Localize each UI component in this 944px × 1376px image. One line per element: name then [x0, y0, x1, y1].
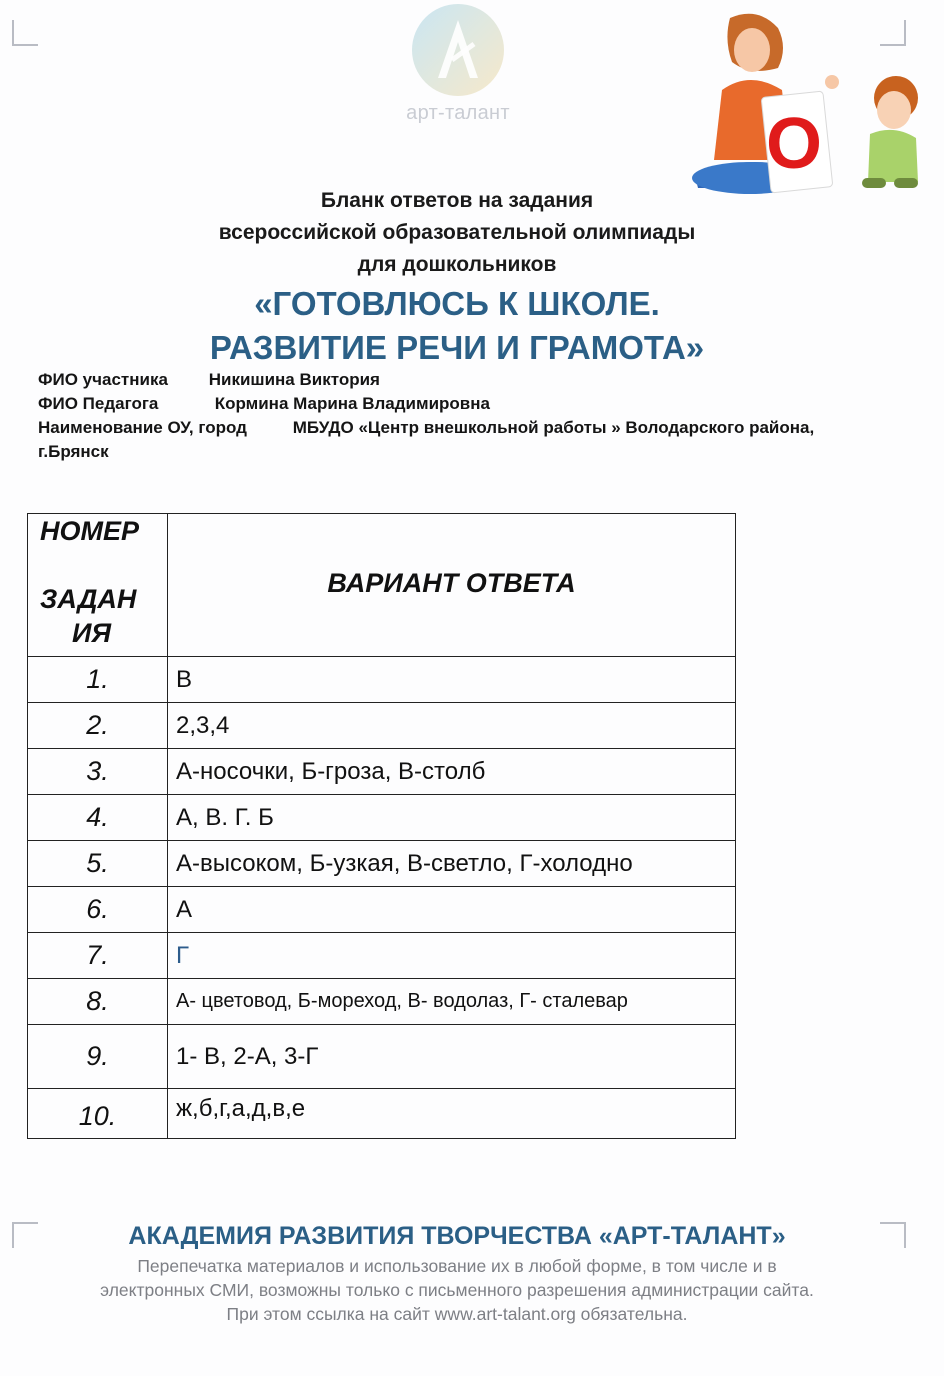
olympiad-title-line-2: РАЗВИТИЕ РЕЧИ И ГРАМОТА» [209, 329, 705, 366]
participant-value: Никишина Виктория [208, 370, 380, 389]
teacher-row [38, 392, 898, 416]
task-answer: В [168, 657, 736, 703]
form-heading [0, 185, 914, 281]
task-number: 4. [28, 795, 168, 841]
task-answer: А [168, 887, 736, 933]
answers-table [27, 513, 736, 1139]
task-number: 9. [28, 1025, 168, 1089]
city-value: г.Брянск [38, 442, 109, 461]
corner-mark-top-left [12, 20, 38, 46]
header-number-line-3: ИЯ [72, 618, 112, 648]
footer-line-3: При этом ссылка на сайт www.art-talant.org обязательна. [226, 1304, 688, 1324]
task-answer: 2,3,4 [168, 703, 736, 749]
task-number: 6. [28, 887, 168, 933]
column-header-task-number [28, 514, 168, 657]
task-number: 3. [28, 749, 168, 795]
task-answer: ж,б,г,а,д,в,е [168, 1089, 736, 1139]
olympiad-title-line-1: «ГОТОВЛЮСЬ К ШКОЛЕ. [254, 285, 660, 322]
city-row [38, 440, 898, 464]
task-number: 2. [28, 703, 168, 749]
table-row [28, 795, 736, 841]
table-row [28, 933, 736, 979]
table-row [28, 887, 736, 933]
school-row [38, 416, 898, 440]
participant-row [38, 368, 898, 392]
school-value: МБУДО «Центр внешкольной работы » Володарского района, [292, 418, 815, 437]
card-letter: О [765, 104, 823, 184]
task-number: 1. [28, 657, 168, 703]
heading-line-3: для дошкольников [357, 253, 557, 276]
footer-line-1: Перепечатка материалов и использование их в любой форме, в том числе и в [137, 1256, 777, 1276]
teacher-value: Кормина Марина Владимировна [214, 394, 490, 413]
logo [400, 0, 516, 140]
teacher-label: ФИО Педагога [38, 394, 159, 413]
table-row [28, 1089, 736, 1139]
header-number-line-2: ЗАДАН [40, 584, 137, 614]
art-talant-logo-icon [408, 0, 508, 100]
task-answer: А-высоком, Б-узкая, В-светло, Г-холодно [168, 841, 736, 887]
task-answer: Г [168, 933, 736, 979]
task-number: 5. [28, 841, 168, 887]
task-number: 7. [28, 933, 168, 979]
footer-title: АКАДЕМИЯ РАЗВИТИЯ ТВОРЧЕСТВА «АРТ-ТАЛАНТ» [128, 1222, 786, 1250]
footer-line-2: электронных СМИ, возможны только с письменного разрешения администрации сайта. [100, 1280, 814, 1300]
task-answer: 1- В, 2-А, 3-Г [168, 1025, 736, 1089]
heading-line-1: Бланк ответов на задания [320, 189, 594, 212]
task-answer: А-носочки, Б-гроза, В-столб [168, 749, 736, 795]
logo-text: арт-талант [406, 102, 510, 124]
table-row [28, 749, 736, 795]
participant-label: ФИО участника [38, 370, 168, 389]
task-answer: А, В. Г. Б [168, 795, 736, 841]
table-row [28, 841, 736, 887]
column-header-answer: ВАРИАНТ ОТВЕТА [168, 514, 736, 657]
footer-copyright-notice [0, 1254, 914, 1326]
table-row [28, 1025, 736, 1089]
table-row [28, 979, 736, 1025]
header-number-line-1: НОМЕР [40, 516, 140, 546]
teacher-and-child-illustration [690, 10, 920, 200]
table-row [28, 657, 736, 703]
table-row [28, 703, 736, 749]
heading-line-2: всероссийской образовательной олимпиады [218, 221, 696, 244]
task-number: 8. [28, 979, 168, 1025]
table-header-row [28, 514, 736, 657]
task-number: 10. [28, 1089, 168, 1139]
school-label: Наименование ОУ, город [38, 418, 247, 437]
task-answer: А- цветовод, Б-мореход, В- водолаз, Г- сталевар [168, 979, 736, 1025]
participant-info [38, 368, 898, 464]
